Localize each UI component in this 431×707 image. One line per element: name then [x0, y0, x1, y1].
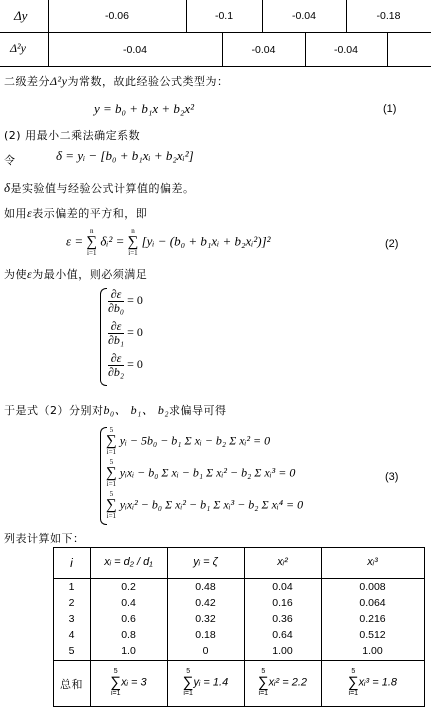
delta-y-value: -0.18	[376, 10, 401, 22]
paragraph-table-intro: 列表计算如下：	[4, 532, 85, 545]
header-x2: xᵢ²	[277, 556, 288, 568]
sum-symbol: n ∑ i=1	[127, 227, 139, 257]
total-x: 5 ∑ i=1 xᵢ = 3	[110, 668, 147, 697]
system-line: 5 ∑ i=1 yᵢxᵢ − b₀ Σ xᵢ − b₁ Σ xᵢ² − b₂ Σ xᵢ³ = 0	[106, 458, 296, 488]
equation-2: ε = n ∑ i=1 δᵢ² = n ∑ i=1 [yᵢ − (b₀ + b₁xᵢ + b₂xᵢ²)]²	[66, 227, 271, 257]
system-line: 5 ∑ i=1 yᵢxᵢ² − b₀ Σ xᵢ² − b₁ Σ xᵢ³ − b₂ Σ xᵢ⁴ = 0	[106, 490, 304, 520]
delta2-y-value: -0.04	[251, 44, 276, 56]
paragraph-delta-meaning: δ是实验值与经验公式计算值的偏差。	[4, 180, 195, 195]
delta2-y-label: Δ²y	[10, 41, 26, 55]
equation-number-1: (1)	[383, 103, 397, 115]
total-x3: 5 ∑ i=1 xᵢ³ = 1.8	[347, 668, 398, 697]
delta-y-value: -0.06	[105, 10, 129, 22]
let-label: 令	[4, 154, 16, 167]
delta-y-value: -0.04	[292, 10, 316, 22]
equation-number-3: (3)	[385, 471, 399, 483]
delta2-y-value: -0.04	[123, 44, 147, 56]
partial-eq-b1: $\frac{\partial\varepsilon}{\text{∂b₁}}$ = 0	[108, 319, 143, 347]
section-least-squares: (2) 用最小二乘法确定系数	[4, 129, 141, 142]
equation-1: y = b₀ + b₁x + b₂x²	[94, 101, 195, 116]
header-x3: xᵢ³	[367, 556, 378, 568]
delta-y-value: -0.1	[214, 10, 234, 22]
paragraph-epsilon: 如用ε表示偏差的平方和，即	[4, 206, 148, 220]
system-line: 5 ∑ i=1 yᵢ − 5b₀ − b₁ Σ xᵢ − b₂ Σ xᵢ² = 0	[106, 426, 271, 456]
delta-y-label: Δy	[14, 8, 28, 23]
partial-eq-b0: $\frac{\partial\varepsilon}{\text{∂b₀}}$ = 0	[108, 287, 143, 315]
equation-delta: δ = yᵢ − [b₀ + b₁xᵢ + b₂xᵢ²]	[56, 148, 194, 163]
sum-symbol: n ∑ i=1	[86, 227, 98, 257]
paragraph-minimum: 为使ε为最小值，则必须满足	[4, 267, 148, 281]
header-i: i	[70, 556, 73, 570]
total-y: 5 ∑ i=1 yᵢ = 1.4	[182, 668, 229, 697]
equation-number-2: (2)	[385, 238, 399, 250]
paragraph-partial-derivatives: 于是式（2）分别对b₀、 b₁、 b₂求偏导可得	[4, 403, 227, 417]
header-y: yᵢ = ζ	[193, 556, 218, 568]
header-x: xᵢ = d₂ / d₁	[104, 556, 153, 568]
delta2-y-value: -0.04	[334, 44, 358, 56]
partial-eq-b2: $\frac{\partial\varepsilon}{\text{∂b₂}}$ = 0	[108, 351, 143, 379]
total-x2: 5 ∑ i=1 xᵢ² = 2.2	[257, 668, 308, 697]
total-label: 总和	[60, 679, 83, 691]
paragraph-second-difference: 二级差分Δ²y为常数，故此经验公式类型为：	[4, 74, 229, 88]
